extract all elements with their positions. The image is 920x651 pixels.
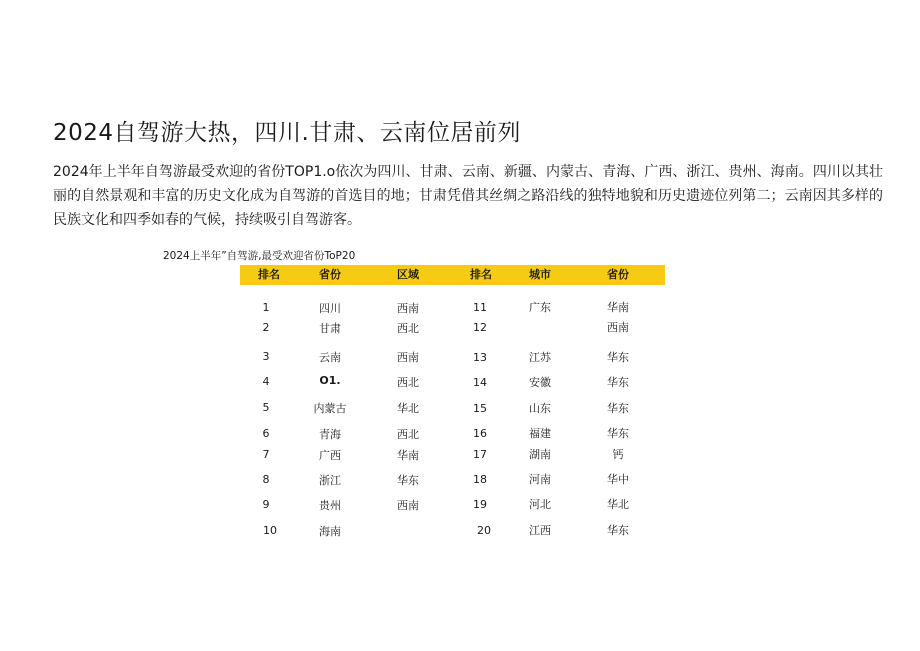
left-rank-cell: 10 bbox=[263, 524, 277, 537]
right-rank-cell: 20 bbox=[477, 524, 491, 537]
left-region-cell: 华北 bbox=[397, 402, 419, 415]
left-rank-cell: 2 bbox=[262, 321, 270, 334]
right-city-cell: 山东 bbox=[529, 402, 551, 415]
left-region-cell: 西南 bbox=[397, 302, 419, 315]
right-rank-cell: 13 bbox=[473, 351, 487, 364]
right-rank-cell: 11 bbox=[473, 301, 487, 314]
left-region-cell: 华南 bbox=[397, 449, 419, 462]
right-city-cell: 河北 bbox=[529, 498, 551, 511]
right-rank-cell: 17 bbox=[473, 448, 487, 461]
right-city-cell: 安徽 bbox=[529, 376, 551, 389]
left-rank-cell: 7 bbox=[262, 448, 270, 461]
header-province-right: 省份 bbox=[607, 268, 629, 281]
left-province-cell: 广西 bbox=[319, 449, 341, 462]
header-region: 区域 bbox=[397, 268, 419, 281]
left-region-cell: 西南 bbox=[397, 351, 419, 364]
left-rank-cell: 1 bbox=[262, 301, 270, 314]
right-province-cell: 华东 bbox=[607, 351, 629, 364]
left-rank-cell: 5 bbox=[262, 401, 270, 414]
left-province-cell: 青海 bbox=[319, 428, 341, 441]
right-city-cell: 河南 bbox=[529, 473, 551, 486]
left-rank-cell: 4 bbox=[262, 375, 270, 388]
header-rank-right: 排名 bbox=[470, 268, 492, 281]
left-rank-cell: 3 bbox=[262, 350, 270, 363]
left-province-cell: 云南 bbox=[319, 351, 341, 364]
header-province-left: 省份 bbox=[319, 268, 341, 281]
right-province-cell: 华中 bbox=[607, 473, 629, 486]
left-rank-cell: 6 bbox=[262, 427, 270, 440]
left-province-cell: 内蒙古 bbox=[313, 402, 347, 415]
left-rank-cell: 9 bbox=[262, 498, 270, 511]
left-region-cell: 西北 bbox=[397, 428, 419, 441]
right-province-cell: 西南 bbox=[607, 321, 629, 334]
left-province-cell: O1. bbox=[319, 374, 341, 387]
right-rank-cell: 16 bbox=[473, 427, 487, 440]
left-region-cell: 西南 bbox=[397, 499, 419, 512]
left-province-cell: 浙江 bbox=[319, 474, 341, 487]
right-province-cell: 华东 bbox=[607, 427, 629, 440]
right-city-cell: 江苏 bbox=[529, 351, 551, 364]
page-title: 2024自驾游大热，四川.甘肃、云南位居前列 bbox=[53, 120, 521, 146]
table-caption: 2024上半年”自驾游,最受欢迎省份ToP20 bbox=[163, 250, 356, 262]
left-province-cell: 贵州 bbox=[319, 499, 341, 512]
left-region-cell: 西北 bbox=[397, 376, 419, 389]
left-province-cell: 海南 bbox=[319, 525, 341, 538]
right-province-cell: 华东 bbox=[607, 402, 629, 415]
right-rank-cell: 18 bbox=[473, 473, 487, 486]
header-rank-left: 排名 bbox=[258, 268, 280, 281]
table-header bbox=[240, 265, 665, 285]
right-city-cell: 湖南 bbox=[529, 448, 551, 461]
right-province-cell: 华东 bbox=[607, 376, 629, 389]
right-rank-cell: 14 bbox=[473, 376, 487, 389]
right-province-cell: 华南 bbox=[607, 301, 629, 314]
left-province-cell: 四川 bbox=[319, 302, 341, 315]
header-city: 城市 bbox=[529, 268, 551, 281]
right-rank-cell: 15 bbox=[473, 402, 487, 415]
intro-paragraph: 2024年上半年自驾游最受欢迎的省份TOP1.o依次为四川、甘肃、云南、新疆、内蒙古、青海、广西、浙江、贵州、海南。四川以其壮丽的自然景观和丰富的历史文化成为自驾游的首选目的地；甘肃凭借其丝绸之路沿线的独特地貌和历史遗迹位列第二；云南因其多样的民族文化和四季如春的气候，持续吸引自驾游客。 bbox=[53, 164, 883, 228]
right-city-cell: 江西 bbox=[529, 524, 551, 537]
right-city-cell: 福建 bbox=[529, 427, 551, 440]
right-province-cell: 钙 bbox=[612, 448, 624, 461]
right-city-cell: 广东 bbox=[529, 301, 551, 314]
left-region-cell: 西北 bbox=[397, 322, 419, 335]
left-rank-cell: 8 bbox=[262, 473, 270, 486]
right-province-cell: 华北 bbox=[607, 498, 629, 511]
right-rank-cell: 19 bbox=[473, 498, 487, 511]
right-rank-cell: 12 bbox=[473, 321, 487, 334]
left-province-cell: 甘肃 bbox=[319, 322, 341, 335]
left-region-cell: 华东 bbox=[397, 474, 419, 487]
right-province-cell: 华东 bbox=[607, 524, 629, 537]
